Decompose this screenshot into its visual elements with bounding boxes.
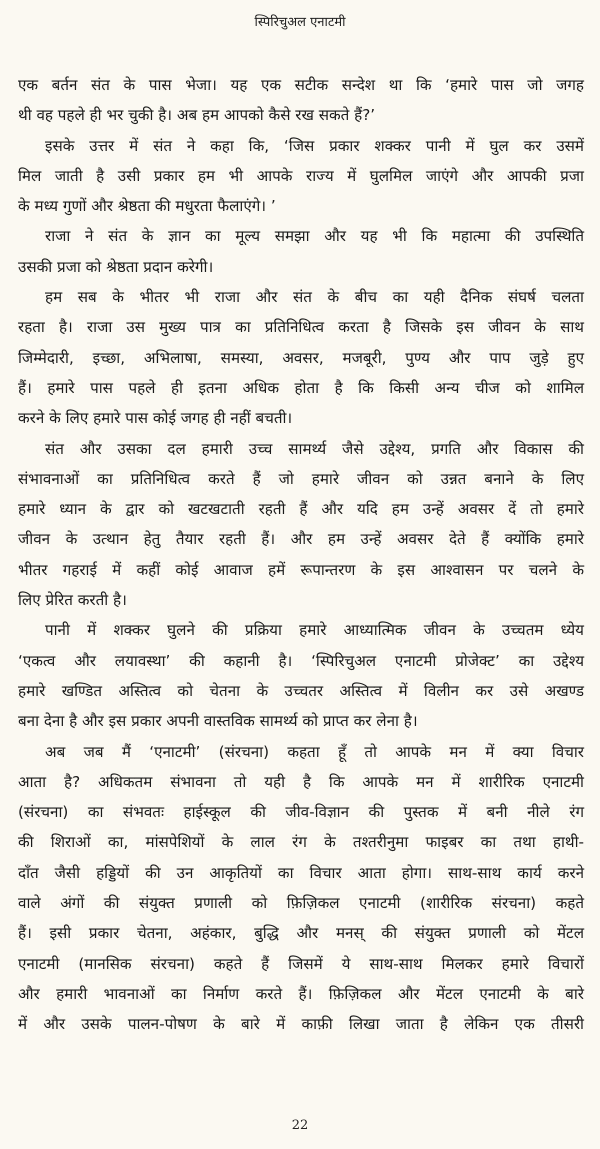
text-line: आता है? अधिकतम संभावना तो यही है कि आपके मन में शारीरिक एनाटमी bbox=[18, 772, 584, 791]
text-line: ‘एकत्व और लयावस्था’ की कहानी है। ‘स्पिरिचुअल एनाटमी प्रोजेक्ट’ का उद्देश्य bbox=[18, 651, 584, 670]
text-line: की शिराओं का, मांसपेशियों के लाल रंग के तश्तरीनुमा फाइबर का तथा हाथी- bbox=[18, 833, 584, 852]
text-line: एनाटमी (मानसिक संरचना) कहते हैं जिसमें ये साथ-साथ मिलकर हमारे विचारों bbox=[18, 954, 584, 973]
text-line: दाँत जैसी हड्डियों की उन आकृतियों का विचार आता होगा। साथ-साथ कार्य करने bbox=[18, 863, 584, 882]
text-line: करने के लिए हमारे पास कोई जगह ही नहीं बचती। bbox=[18, 409, 293, 428]
text-line: इसके उत्तर में संत ने कहा कि, ‘जिस प्रकार शक्कर पानी में घुल कर उसमें bbox=[45, 136, 584, 155]
text-line: हमारे ध्यान के द्वार को खटखटाती रहती हैं और यदि हम उन्हें अवसर दें तो हमारे bbox=[18, 500, 584, 519]
text-line: वाले अंगों की संयुक्त प्रणाली को फ़िज़िकल एनाटमी (शारीरिक संरचना) कहते bbox=[18, 894, 584, 913]
text-line: थी वह पहले ही भर चुकी है। अब हम आपको कैसे रख सकते हैं?’ bbox=[18, 106, 376, 125]
text-line: भीतर गहराई में कहीं कोई आवाज हमें रूपान्तरण के इस आश्वासन पर चलने के bbox=[18, 560, 584, 579]
text-line: मिल जाती है उसी प्रकार हम भी आपके राज्य में घुलमिल जाएंगे और आपकी प्रजा bbox=[18, 166, 584, 185]
text-line: में और उसके पालन-पोषण के बारे में काफ़ी लिखा जाता है लेकिन एक तीसरी bbox=[18, 1015, 584, 1034]
text-line: राजा ने संत के ज्ञान का मूल्य समझा और यह भी कि महात्मा की उपस्थिति bbox=[45, 227, 584, 246]
text-line: और हमारी भावनाओं का निर्माण करते हैं। फ़िज़िकल और मेंटल एनाटमी के बारे bbox=[18, 984, 584, 1003]
text-line: जिम्मेदारी, इच्छा, अभिलाषा, समस्या, अवसर, मजबूरी, पुण्य और पाप जुड़े हुए bbox=[18, 348, 584, 367]
text-line: संभावनाओं का प्रतिनिधित्व करते हैं जो हमारे जीवन को उन्नत बनाने के लिए bbox=[18, 469, 584, 488]
text-line: हैं। हमारे पास पहले ही इतना अधिक होता है कि किसी अन्य चीज को शामिल bbox=[18, 378, 584, 397]
paragraph bbox=[18, 282, 584, 433]
page-number: 22 bbox=[291, 1118, 309, 1133]
paragraph bbox=[18, 615, 584, 736]
text-line: लिए प्रेरित करती है। bbox=[18, 591, 127, 610]
text-line: (संरचना) का संभवतः हाईस्कूल की जीव-विज्ञान की पुस्तक में बनी नीले रंग bbox=[18, 803, 584, 822]
paragraph bbox=[18, 131, 584, 222]
text-line: जीवन के उत्थान हेतु तैयार रहती हैं। और हम उन्हें अवसर देते हैं क्योंकि हमारे bbox=[18, 530, 584, 549]
text-line: उसकी प्रजा को श्रेष्ठता प्रदान करेगी। bbox=[18, 257, 214, 276]
text-line: के मध्य गुणों और श्रेष्ठता की मधुरता फैलाएंगे। ’ bbox=[18, 197, 276, 216]
paragraph bbox=[18, 737, 584, 1040]
text-line: हैं। इसी प्रकार चेतना, अहंकार, बुद्धि और मनस् की संयुक्त प्रणाली को मेंटल bbox=[18, 924, 584, 943]
running-head: स्पिरिचुअल एनाटमी bbox=[254, 15, 346, 30]
text-line: बना देना है और इस प्रकार अपनी वास्तविक सामर्थ्य को प्राप्त कर लेना है। bbox=[18, 712, 418, 731]
body-text bbox=[18, 70, 584, 1040]
text-line: एक बर्तन संत के पास भेजा। यह एक सटीक सन्देश था कि ‘हमारे पास जो जगह bbox=[18, 76, 584, 94]
text-line: रहता है। राजा उस मुख्य पात्र का प्रतिनिधित्व करता है जिसके इस जीवन के साथ bbox=[18, 318, 584, 337]
text-line: संत और उसका दल हमारी उच्च सामर्थ्य जैसे उद्देश्य, प्रगति और विकास की bbox=[45, 439, 584, 458]
text-line: हमारे खण्डित अस्तित्व को चेतना के उच्चतर अस्तित्व में विलीन कर उसे अखण्ड bbox=[18, 681, 584, 700]
paragraph bbox=[18, 70, 584, 131]
text-line: अब जब मैं ‘एनाटमी’ (संरचना) कहता हूँ तो आपके मन में क्या विचार bbox=[45, 742, 584, 761]
text-line: पानी में शक्कर घुलने की प्रक्रिया हमारे आध्यात्मिक जीवन के उच्चतम ध्येय bbox=[45, 621, 584, 640]
text-line: हम सब के भीतर भी राजा और संत के बीच का यही दैनिक संघर्ष चलता bbox=[45, 288, 584, 307]
paragraph bbox=[18, 434, 584, 616]
paragraph bbox=[18, 221, 584, 282]
